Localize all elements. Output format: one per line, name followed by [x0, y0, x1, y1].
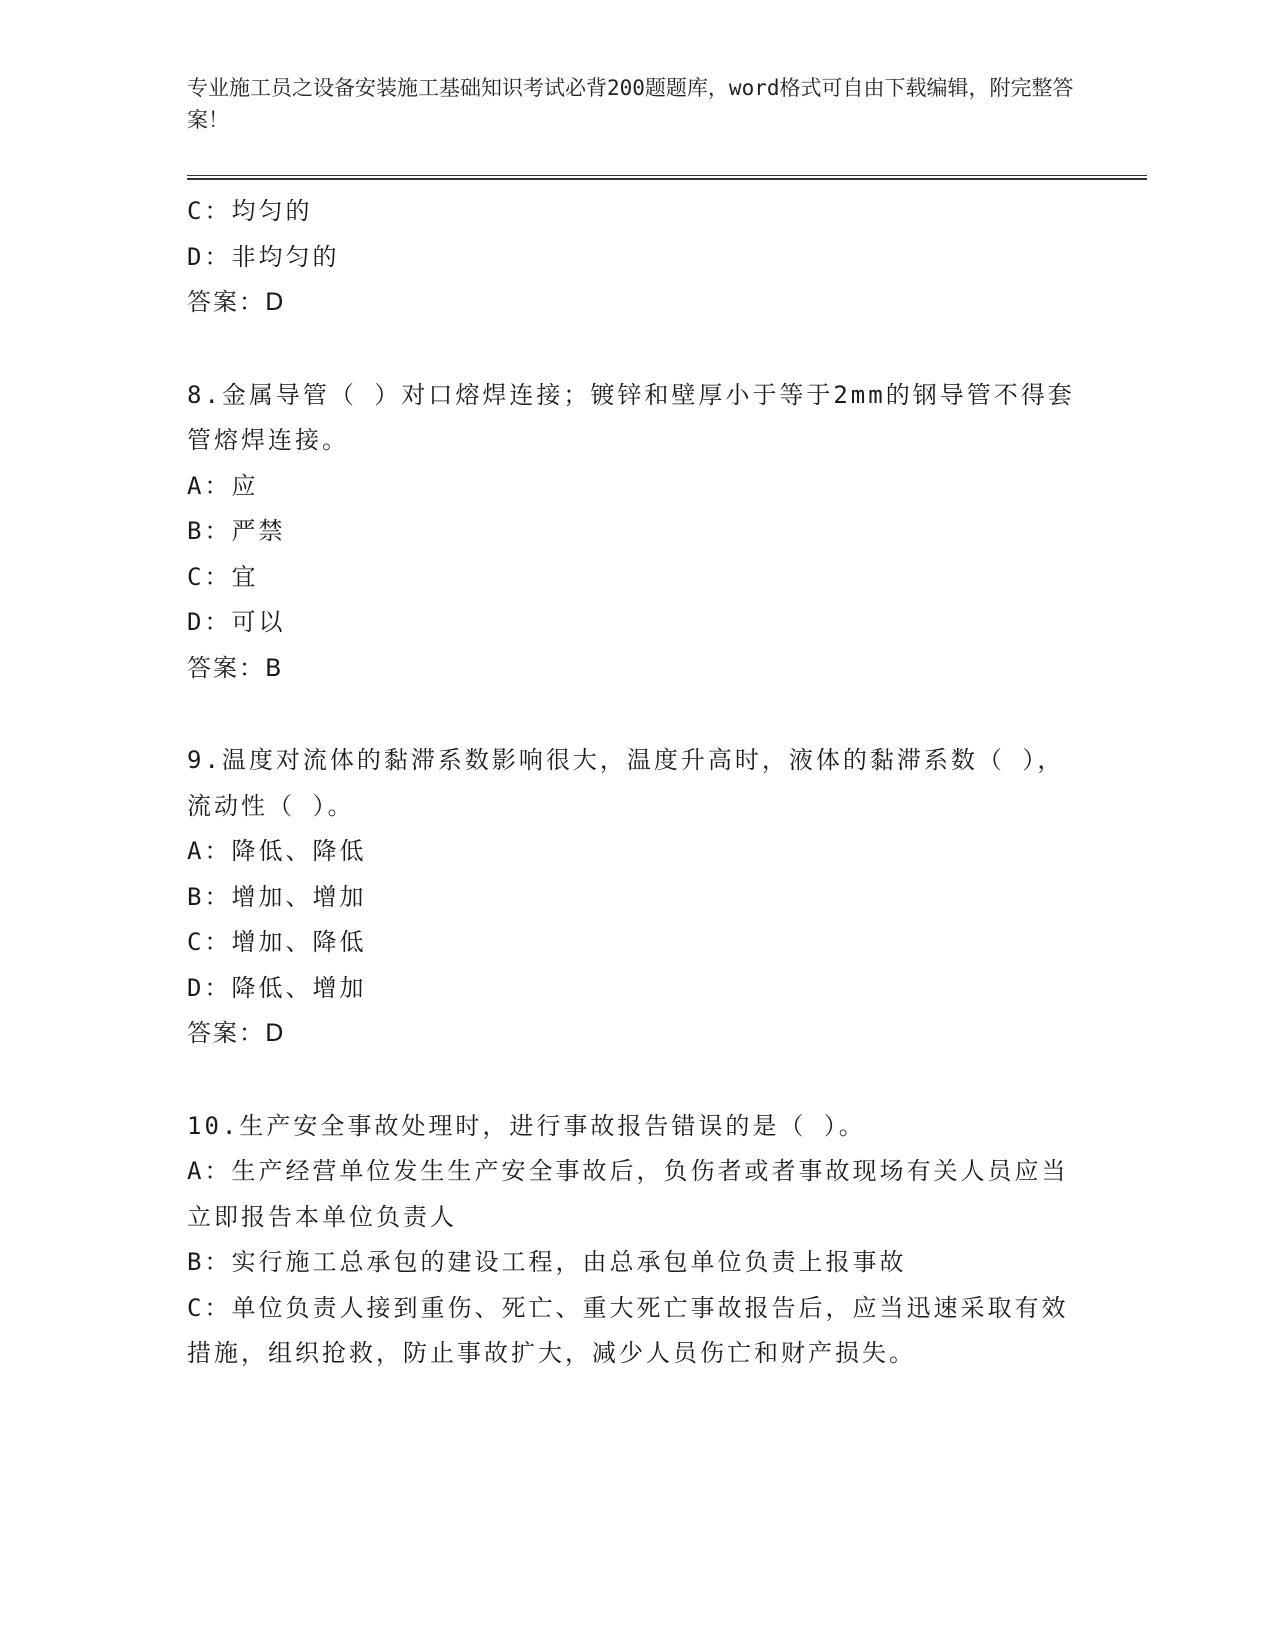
answer-line: 答案：D: [187, 1019, 286, 1047]
option-c: C：增加、降低: [187, 928, 367, 956]
question-stem: 9.温度对流体的黏滞系数影响很大，温度升高时，液体的黏滞系数（ ），流动性（ ）。: [187, 746, 1065, 820]
option-c: C：宜: [187, 562, 259, 591]
header-divider: [187, 175, 1147, 180]
option-c: C：均匀的: [187, 197, 313, 225]
option-a: A：降低、降低: [187, 837, 367, 865]
question-stem: 8.金属导管（ ）对口熔焊连接；镀锌和壁厚小于等于2mm的钢导管不得套管熔焊连接。: [187, 380, 1075, 454]
option-d: D：降低、增加: [187, 973, 367, 1002]
option-a: A：应: [187, 471, 259, 500]
option-b: B：增加、增加: [187, 882, 367, 911]
answer-line: 答案：B: [187, 653, 284, 682]
option-c: C：单位负责人接到重伤、死亡、重大死亡事故报告后，应当迅速采取有效措施，组织抢救，防止事故扩大，减少人员伤亡和财产损失。: [187, 1293, 1069, 1367]
option-d: D：可以: [187, 608, 286, 636]
document-body: [187, 189, 1087, 1377]
option-d: D：非均匀的: [187, 242, 340, 271]
option-b: B：严禁: [187, 517, 286, 545]
option-a: A：生产经营单位发生生产安全事故后，负伤者或者事故现场有关人员应当立即报告本单位负责人: [187, 1157, 1069, 1231]
question-9: [187, 738, 1087, 1057]
option-b: B：实行施工总承包的建设工程，由总承包单位负责上报事故: [187, 1248, 907, 1276]
document-header: 专业施工员之设备安装施工基础知识考试必背200题题库，word格式可自由下载编辑，附完整答案！: [187, 76, 1074, 132]
partial-question: [187, 189, 1087, 326]
question-stem: 10.生产安全事故处理时，进行事故报告错误的是（ ）。: [187, 1111, 866, 1140]
answer-line: 答案：D: [187, 288, 286, 316]
question-10: [187, 1104, 1087, 1377]
question-8: [187, 373, 1087, 692]
